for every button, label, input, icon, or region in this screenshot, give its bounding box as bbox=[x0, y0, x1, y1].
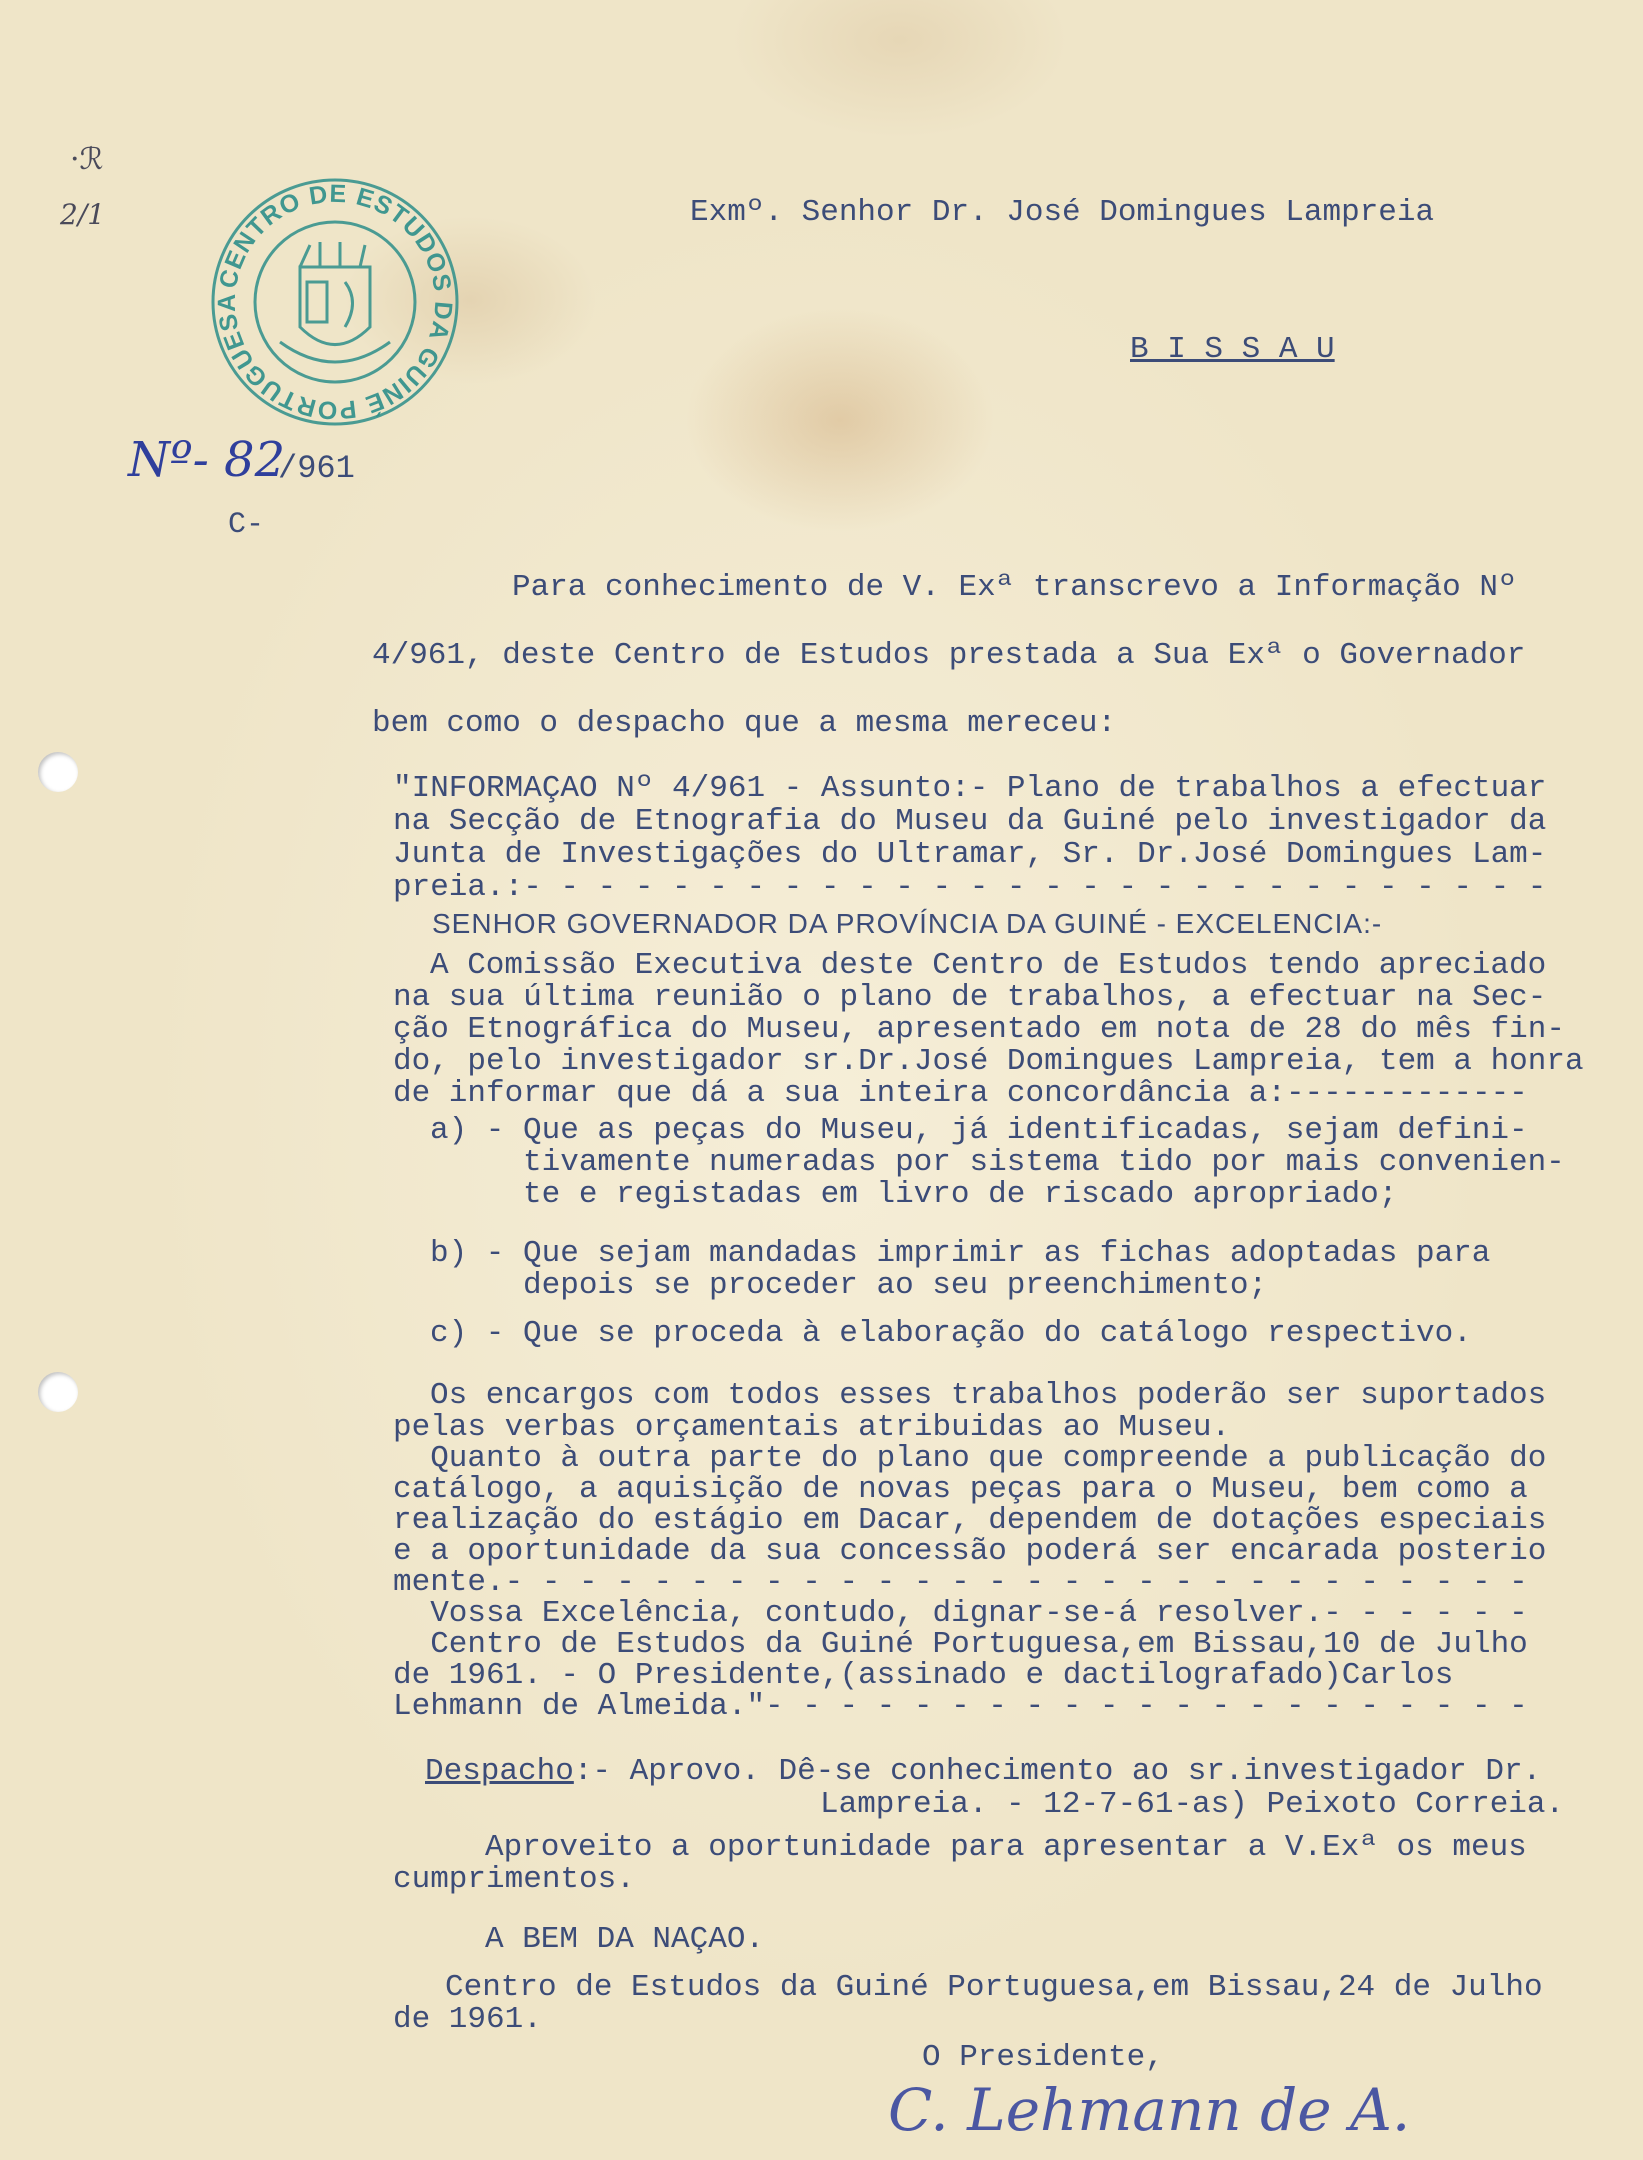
body-line-4: do, pelo investigador sr.Dr.José Domingues Lampreia, tem a honra bbox=[393, 1044, 1584, 1079]
addressee-city: B I S S A U bbox=[1130, 332, 1335, 367]
body-line-2: na sua última reunião o plano de trabalhos, a efectuar na Sec- bbox=[393, 980, 1547, 1015]
intro-line-1: Para conhecimento de V. Exª transcrevo a Informação Nº bbox=[512, 570, 1517, 605]
aproveito-line-1: Aproveito a oportunidade para apresentar a V.Exª os meus bbox=[485, 1830, 1527, 1865]
encargos-paragraph bbox=[393, 1380, 1546, 1444]
informacao-line-3: Junta de Investigações do Ultramar, Sr. Dr.José Domingues Lam- bbox=[393, 837, 1547, 872]
item-c-line-1: c) - Que se proceda à elaboração do catálogo respectivo. bbox=[430, 1316, 1472, 1351]
reference-year: /961 bbox=[278, 450, 355, 487]
informacao-block bbox=[393, 772, 1546, 904]
signature-text: C. Lehmann de A. bbox=[888, 2076, 1411, 2144]
seal-text: CENTRO DE ESTUDOS DA GUINÉ PORTUGUESA bbox=[212, 179, 458, 425]
despacho-text-2: Lampreia. - 12-7-61-as) Peixoto Correia. bbox=[820, 1787, 1565, 1822]
quanto-line-6: Vossa Excelência, contudo, dignar-se-á resolver.- - - - - - bbox=[393, 1596, 1528, 1631]
body-line-1: A Comissão Executiva deste Centro de Estudos tendo apreciado bbox=[430, 948, 1547, 983]
despacho-label: Despacho bbox=[425, 1754, 574, 1789]
quanto-line-4: e a oportunidade da sua concessão poderá ser encarada posterio bbox=[393, 1534, 1547, 1569]
aproveito-line-2: cumprimentos. bbox=[393, 1862, 635, 1897]
a-bem-da-nacao: A BEM DA NAÇAO. bbox=[485, 1922, 765, 1957]
despacho-text-1: :- Aprovo. Dê-se conhecimento ao sr.investigador Dr. bbox=[573, 1754, 1542, 1789]
place-date bbox=[393, 1972, 1543, 2036]
punch-hole-bottom bbox=[38, 1372, 78, 1412]
item-a bbox=[430, 1115, 1565, 1211]
quanto-line-9: Lehmann de Almeida."- - - - - - - - - - - - - - - - - - - - - bbox=[393, 1689, 1528, 1724]
informacao-body bbox=[393, 950, 1584, 1110]
item-b-line-2: depois se proceder ao seu preenchimento; bbox=[430, 1268, 1268, 1303]
item-a-line-2: tivamente numeradas por sistema tido por mais convenien- bbox=[430, 1145, 1565, 1180]
salutation: SENHOR GOVERNADOR DA PROVÍNCIA DA GUINÉ - EXCELENCIA:- bbox=[432, 908, 1383, 939]
encargos-line-1: Os encargos com todos esses trabalhos poderão ser suportados bbox=[430, 1378, 1547, 1413]
item-a-line-1: a) - Que as peças do Museu, já identificadas, sejam defini- bbox=[430, 1113, 1528, 1148]
item-a-line-3: te e registadas em livro de riscado apropriado; bbox=[430, 1177, 1398, 1212]
quanto-line-3: realização do estágio em Dacar, dependem de dotações especiais bbox=[393, 1503, 1547, 1538]
institution-seal bbox=[205, 172, 465, 432]
informacao-line-2: na Secção de Etnografia do Museu da Guiné pelo investigador da bbox=[393, 804, 1547, 839]
despacho bbox=[425, 1755, 1564, 1821]
place-date-line-2: de 1961. bbox=[393, 2002, 542, 2037]
body-line-5: de informar que dá a sua inteira concordância a:------------- bbox=[393, 1076, 1528, 1111]
item-c bbox=[430, 1318, 1472, 1350]
margin-mark-1: ·ℛ bbox=[70, 142, 104, 177]
encargos-line-2: pelas verbas orçamentais atribuidas ao Museu. bbox=[393, 1410, 1231, 1445]
place-date-line-1: Centro de Estudos da Guiné Portuguesa,em Bissau,24 de Julho bbox=[445, 1970, 1543, 2005]
informacao-line-4: preia.:- - - - - - - - - - - - - - - - - - - - - - - - - - - - bbox=[393, 870, 1547, 905]
reference-number: Nº- 82 bbox=[128, 432, 286, 488]
reference-suffix: C- bbox=[228, 508, 265, 542]
intro-line-3: bem como o despacho que a mesma mereceu: bbox=[372, 706, 1117, 741]
body-line-3: ção Etnográfica do Museu, apresentado em nota de 28 do mês fin- bbox=[393, 1012, 1565, 1047]
presidente-label: O Presidente, bbox=[922, 2040, 1164, 2075]
addressee-line: Exmº. Senhor Dr. José Domingues Lampreia bbox=[690, 195, 1435, 230]
handwritten-signature bbox=[880, 2060, 1411, 2155]
quanto-line-8: de 1961. - O Presidente,(assinado e dactilografado)Carlos bbox=[393, 1658, 1454, 1693]
informacao-line-1: "INFORMAÇAO Nº 4/961 - Assunto:- Plano de trabalhos a efectuar bbox=[393, 771, 1547, 806]
quanto-line-2: catálogo, a aquisição de novas peças para o Museu, bem como a bbox=[393, 1472, 1528, 1507]
quanto-line-5: mente.- - - - - - - - - - - - - - - - - - - - - - - - - - - - bbox=[393, 1565, 1528, 1600]
despacho-line-1 bbox=[425, 1755, 1564, 1788]
punch-hole-top bbox=[38, 752, 78, 792]
quanto-line-1: Quanto à outra parte do plano que compreende a publicação do bbox=[393, 1441, 1547, 1476]
quanto-paragraph bbox=[393, 1443, 1546, 1722]
margin-mark-2: 2/1 bbox=[60, 198, 106, 231]
quanto-line-7: Centro de Estudos da Guiné Portuguesa,em Bissau,10 de Julho bbox=[393, 1627, 1528, 1662]
item-b-line-1: b) - Que sejam mandadas imprimir as fichas adoptadas para bbox=[430, 1236, 1491, 1271]
item-b bbox=[430, 1238, 1490, 1302]
intro-line-2: 4/961, deste Centro de Estudos prestada a Sua Exª o Governador bbox=[372, 638, 1526, 673]
aproveito-paragraph bbox=[393, 1832, 1527, 1896]
